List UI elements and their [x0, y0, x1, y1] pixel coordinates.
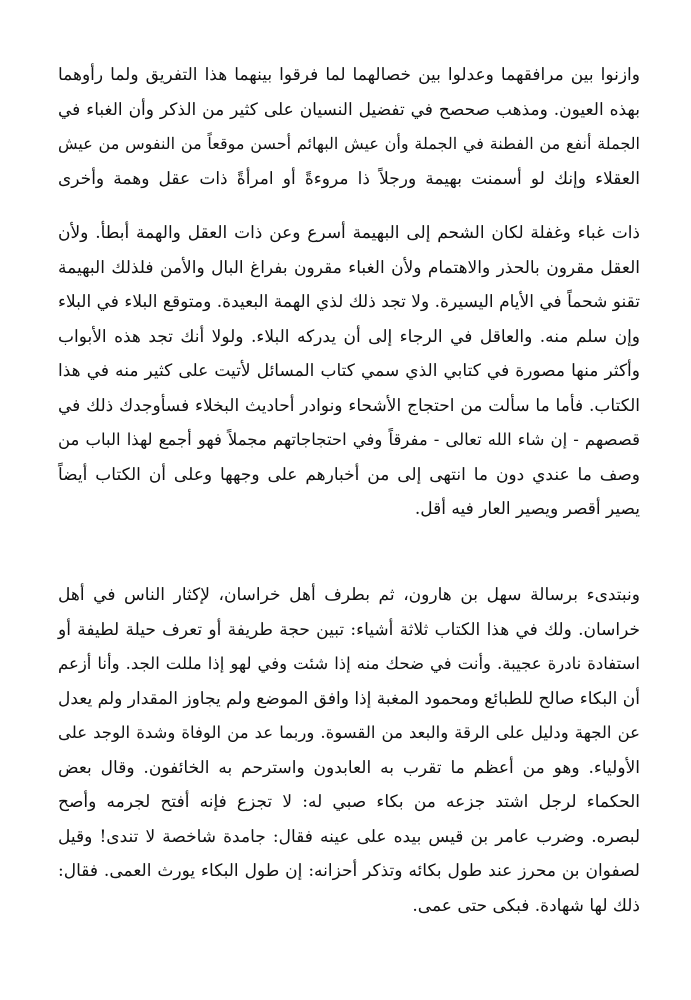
text-line: استفادة نادرة عجيبة. وأنت في ضحك منه إذا شئت وفي لهو إذا مللت الجد. وأنا أزعم	[58, 654, 640, 673]
paragraph-2	[58, 216, 640, 527]
text-line: تقنو شحماً في الأيام اليسيرة. ولا تجد ذلك لذي الهمة البعيدة. ومتوقع البلاء في البلاء	[58, 292, 640, 312]
text-line: ذلك لها شهادة. فبكى حتى عمى.	[412, 895, 640, 916]
text-line: العقلاء وإنك لو أسمنت بهيمة ورجلاً ذا مروءةً أو امرأةً ذات عقل وهمة وأخرى	[58, 168, 640, 189]
paragraph-3	[58, 578, 640, 923]
text-line: ونبتدىء برسالة سهل بن هارون، ثم بطرف أهل خراسان، لإكثار الناس في أهل	[58, 585, 640, 605]
text-line: وصف ما عندي دون ما انتهى إلى من أخبارهم على وجهها وعلى أن الكتاب أيضاً	[58, 464, 640, 485]
text-line: العقل مقرون بالحذر والاهتمام ولأن الغباء مقرون بفراغ البال والأمن فلذلك البهيمة	[58, 257, 640, 278]
text-line: وإن سلم منه. والعاقل في الرجاء إلى أن يدركه البلاء. ولولا أنك تجد هذه الأبواب	[58, 326, 640, 347]
text-line: وأكثر منها مصورة في كتابي الذي سمي كتاب المسائل لأتيت على كثير منه في هذا	[58, 361, 640, 381]
text-line: لصفوان بن محرز عند طول بكائه وتذكر أحزانه: إن طول البكاء يورث العمى. فقال:	[58, 861, 640, 881]
text-line: عن الجهة ودليل على الرقة والبعد من القسوة. وربما عد من الوفاة وشدة الوجد على	[58, 723, 640, 742]
text-line: بهذه العيون. ومذهب صحصح في تفضيل النسيان على كثير من الذكر وأن الغباء في	[58, 99, 640, 120]
paragraph-1	[58, 58, 640, 196]
text-line: خراسان. ولك في هذا الكتاب ثلاثة أشياء: تبين حجة طريفة أو تعرف حيلة لطيفة أو	[58, 619, 640, 640]
text-line: الحكماء لرجل اشتد جزعه من بكاء صبي له: لا تجزع فإنه أفتح لجرمه وأصح	[58, 792, 640, 812]
text-line: لبصره. وضرب عامر بن قيس بيده على عينه فقال: جامدة شاخصة لا تندى! وقيل	[58, 826, 640, 847]
text-line: قصصهم - إن شاء الله تعالى - مفرقاً وفي احتجاجاتهم مجملاً فهو أجمع لهذا الباب من	[58, 430, 640, 449]
text-line: الأولياء. وهو من أعظم ما تقرب به العابدون واسترحم به الخائفون. وقال بعض	[58, 757, 640, 778]
text-line: وازنوا بين مرافقهما وعدلوا بين خصالهما لما فرقوا بينهما هذا التفريق ولما رأوهما	[58, 65, 640, 85]
text-line: أن البكاء صالح للطبائع ومحمود المغبة إذا وافق الموضع ولم يجاوز المقدار ولم يعدل	[58, 688, 640, 709]
text-line: يصير أقصر ويصير العار فيه أقل.	[414, 499, 640, 519]
text-line: الجملة أنفع من الفطنة في الجملة وأن عيش البهائم أحسن موقعاً من النفوس من عيش	[58, 134, 640, 153]
text-line: ذات غباء وغفلة لكان الشحم إلى البهيمة أسرع وعن ذات العقل والهمة أبطأ. ولأن	[58, 223, 640, 243]
text-line: الكتاب. فأما ما سألت من احتجاج الأشحاء ونوادر أحاديث البخلاء فسأوجدك ذلك في	[58, 395, 640, 416]
